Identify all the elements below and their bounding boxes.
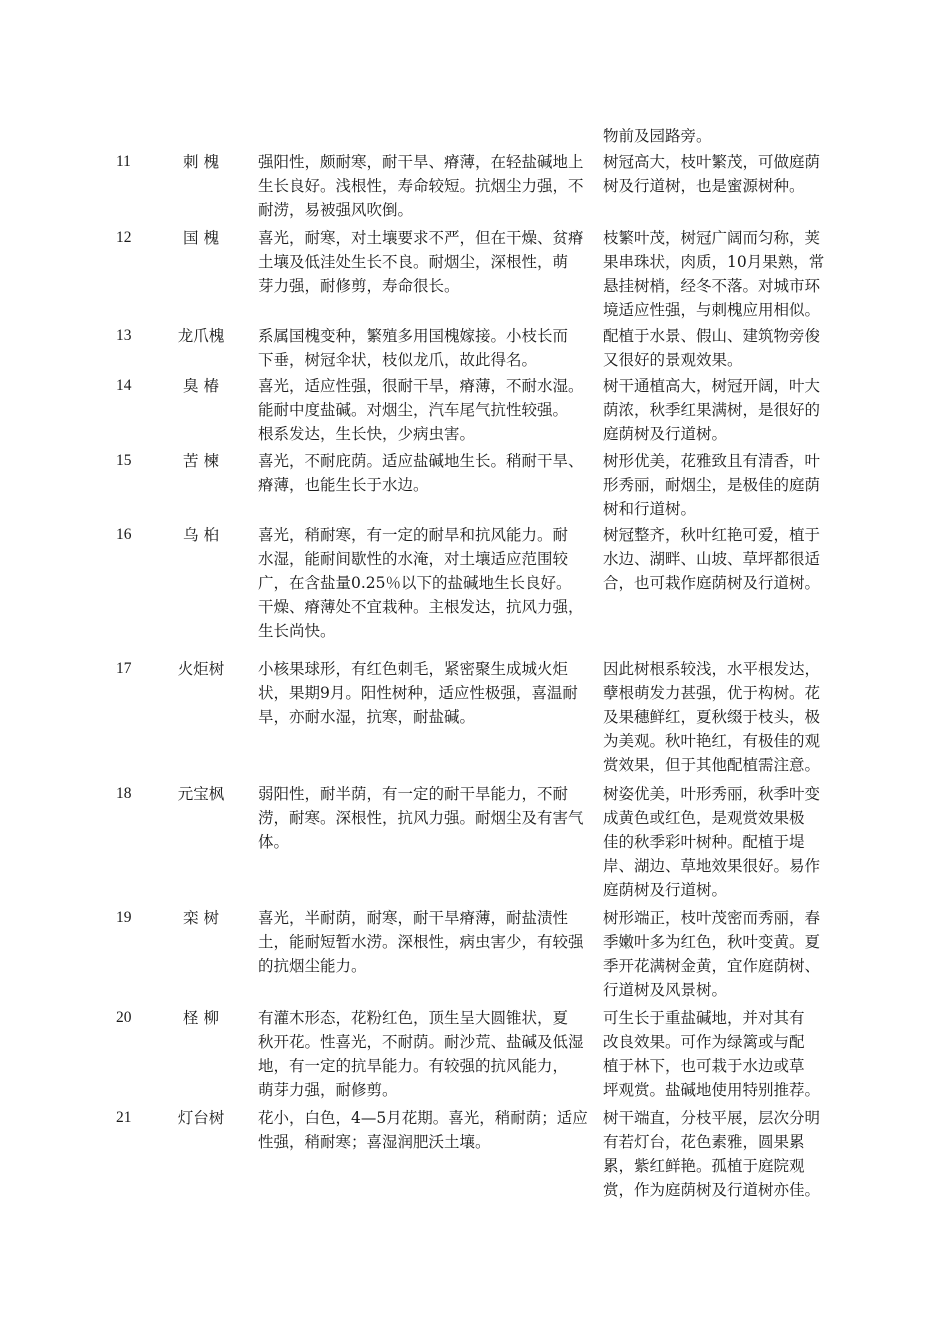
habit-description: 喜光，不耐庇荫。适应盐碱地生长。稍耐干旱、 瘠薄，也能生长于水边。 — [258, 452, 584, 494]
tree-name: 龙爪槐 — [177, 327, 225, 345]
usage-description: 树姿优美，叶形秀丽，秋季叶变 成黄色或红色，是观赏效果极 佳的秋季彩叶树种。配植于堤 岸、湖边、草地效果很好。易作 庭荫树及行道树。 — [603, 785, 821, 899]
habit-description: 喜光，适应性强，很耐干旱，瘠薄，不耐水湿。 能耐中度盐碱。对烟尘，汽车尾气抗性较强。 根系发达，生长快，少病虫害。 — [258, 377, 584, 443]
carryover-text: 物前及园路旁。 — [603, 127, 712, 145]
habit-description: 有灌木形态，花粉红色，顶生呈大圆锥状，夏 秋开花。性喜光，不耐荫。耐沙荒、盐碱及低湿 地，有一定的抗旱能力。有较强的抗风能力， 萌芽力强，耐修剪。 — [258, 1009, 584, 1099]
tree-name: 臭 椿 — [183, 377, 219, 395]
usage-description: 枝繁叶茂，树冠广阔而匀称，荚 果串珠状，肉质，10月果熟，常 悬挂树梢，经冬不落。对城市环 境适应性强，与刺槐应用相似。 — [603, 229, 825, 319]
habit-description: 花小，白色，4—5月花期。喜光，稍耐荫；适应 性强，稍耐寒；喜湿润肥沃土壤。 — [258, 1109, 588, 1151]
usage-description: 树冠整齐，秋叶红艳可爱，植于 水边、湖畔、山坡、草坪都很适 合，也可栽作庭荫树及行道树。 — [603, 526, 821, 592]
tree-name: 苦 楝 — [183, 452, 219, 470]
habit-description: 系属国槐变种，繁殖多用国槐嫁接。小枝长而 下垂，树冠伞状，枝似龙爪，故此得名。 — [258, 327, 569, 369]
usage-description: 配植于水景、假山、建筑物旁俊 又很好的景观效果。 — [603, 327, 821, 369]
tree-name: 国 槐 — [183, 229, 219, 247]
tree-name: 元宝枫 — [177, 785, 225, 803]
row-number: 15 — [116, 452, 132, 469]
tree-name: 柽 柳 — [183, 1009, 219, 1027]
usage-description: 可生长于重盐碱地，并对其有 改良效果。可作为绿篱或与配 植于林下，也可栽于水边或草 坪观赏。盐碱地使用特别推荐。 — [603, 1009, 821, 1099]
habit-description: 喜光，耐寒，对土壤要求不严，但在干燥、贫瘠 土壤及低洼处生长不良。耐烟尘，深根性，萌 芽力强，耐修剪，寿命很长。 — [258, 229, 584, 295]
tree-name: 灯台树 — [177, 1109, 225, 1127]
habit-description: 强阳性，颇耐寒，耐干旱、瘠薄，在轻盐碱地上 生长良好。浅根性，寿命较短。抗烟尘力强，不 耐涝，易被强风吹倒。 — [258, 153, 584, 219]
tree-name: 火炬树 — [177, 660, 225, 678]
row-number: 21 — [116, 1109, 132, 1126]
habit-description: 喜光，半耐荫，耐寒，耐干旱瘠薄，耐盐渍性 土，能耐短暂水涝。深根性，病虫害少，有较强 的抗烟尘能力。 — [258, 909, 584, 975]
usage-description: 树冠高大，枝叶繁茂，可做庭荫 树及行道树，也是蜜源树种。 — [603, 153, 821, 195]
tree-name: 栾 树 — [183, 909, 219, 927]
habit-description: 弱阳性，耐半荫，有一定的耐干旱能力，不耐 涝，耐寒。深根性，抗风力强。耐烟尘及有害气 体。 — [258, 785, 584, 851]
row-number: 11 — [116, 153, 131, 170]
row-number: 19 — [116, 909, 132, 926]
tree-name: 乌 桕 — [183, 526, 219, 544]
usage-description: 树干通植高大，树冠开阔，叶大 荫浓，秋季红果满树，是很好的 庭荫树及行道树。 — [603, 377, 821, 443]
row-number: 12 — [116, 229, 132, 246]
row-number: 13 — [116, 327, 132, 344]
habit-description: 喜光，稍耐寒，有一定的耐旱和抗风能力。耐 水湿，能耐间歇性的水淹，对土壤适应范围较 广，在含盐量0.25％以下的盐碱地生长良好。 干燥、瘠薄处不宜栽种。主根发达，抗风力强， 生长尚快。 — [258, 526, 584, 640]
row-number: 16 — [116, 526, 132, 543]
usage-description: 树形优美，花雅致且有清香，叶 形秀丽，耐烟尘，是极佳的庭荫 树和行道树。 — [603, 452, 821, 518]
usage-description: 树干端直，分枝平展，层次分明 有若灯台，花色素雅，圆果累 累，紫红鲜艳。孤植于庭院观 赏，作为庭荫树及行道树亦佳。 — [603, 1109, 821, 1199]
usage-description: 树形端正，枝叶茂密而秀丽，春 季嫩叶多为红色，秋叶变黄。夏 季开花满树金黄，宜作庭荫树、 行道树及风景树。 — [603, 909, 821, 999]
row-number: 17 — [116, 660, 132, 677]
row-number: 18 — [116, 785, 132, 802]
usage-description: 因此树根系较浅，水平根发达， 孽根萌发力甚强，优于构树。花 及果穗鲜红，夏秋缀于枝头，极 为美观。秋叶艳红，有极佳的观 赏效果，但于其他配植需注意。 — [603, 660, 821, 774]
row-number: 20 — [116, 1009, 132, 1026]
row-number: 14 — [116, 377, 132, 394]
tree-name: 刺 槐 — [183, 153, 219, 171]
habit-description: 小核果球形，有红色刺毛，紧密聚生成城火炬 状，果期9月。阳性树种，适应性极强，喜温耐 旱，亦耐水湿，抗寒，耐盐碱。 — [258, 660, 578, 726]
